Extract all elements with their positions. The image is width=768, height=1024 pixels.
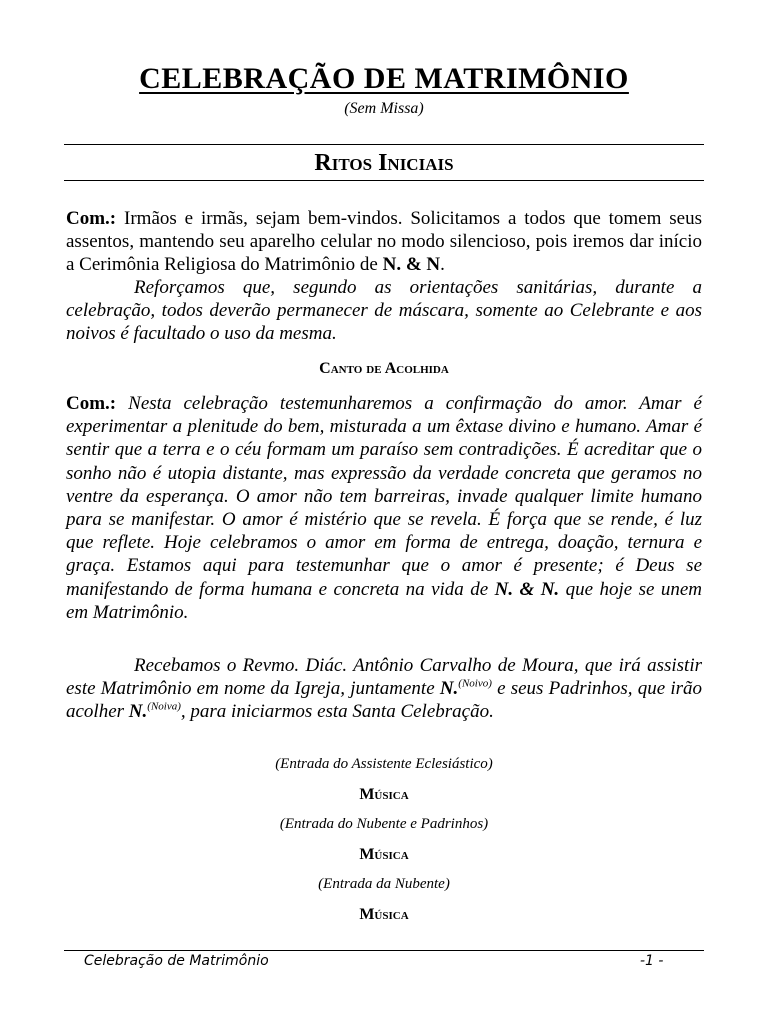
section-rule-bottom — [64, 180, 704, 181]
welcome-text: Irmãos e irmãs, sejam bem-vindos. Solicitamos a todos que tomem seus assentos, mantendo seu aparelho celular no modo silencioso, pois iremos dar início a Cerimônia Religiosa do Matrimônio de — [66, 208, 702, 276]
section-title: Ritos Iniciais — [314, 150, 454, 176]
document-title: CELEBRAÇÃO DE MATRIMÔNIO — [139, 62, 629, 95]
groom-name: N. — [439, 678, 459, 700]
music-heading: Música — [359, 786, 409, 803]
welcome-end: . — [440, 254, 445, 276]
couple-names: N. & N — [382, 254, 441, 276]
music-heading: Música — [359, 846, 409, 863]
speaker-label: Com.: — [66, 208, 117, 229]
reception-text-1: Recebamos o Revmo. Diác. Antônio Carvalho de Moura, que irá assistir este Matrimônio em nome da Igreja, juntamente — [66, 655, 702, 700]
footer-rule — [64, 950, 704, 951]
reception-paragraph — [66, 654, 702, 724]
reception-text-3: , para iniciarmos esta Santa Celebração. — [180, 701, 494, 723]
mask-notice-paragraph: Reforçamos que, segundo as orientações sanitárias, durante a celebração, todos deverão permanecer de máscara, somente ao Celebrante e aos noivos é facultado o uso da mesma. — [66, 277, 702, 345]
love-text: Nesta celebração testemunharemos a confirmação do amor. Amar é experimentar a plenitude do bem, misturada a um êxtase divino e humano. Amar é sentir que a terra e o céu formam um paraíso sem contradições. É acreditar que o sonho não é utopia distante, mas expressão da verdade concreta que geramos no ventre da esperança. O amor não tem barreiras, invade qualquer limite humano para se manifestar. O amor é mistério que se revela. É força que se rende, é luz que reflete. Hoje celebramos o amor em forma de entrega, doação, ternura e graça. Estamos aqui para testemunhar que o amor é presente; é Deus se manifestando de forma humana e concreta na vida de — [66, 393, 702, 600]
music-heading: Música — [359, 906, 409, 923]
song-heading-acolhida: Canto de Acolhida — [319, 360, 449, 377]
section-rule-top — [64, 144, 704, 145]
bride-name: N. — [128, 701, 148, 723]
speaker-label: Com.: — [66, 393, 117, 414]
groom-label: (Noivo) — [458, 677, 492, 690]
couple-names: N. & N. — [494, 578, 560, 600]
rubric-note: (Entrada da Nubente) — [318, 876, 450, 892]
reception-text-2: e seus Padrinhos, que irão acolher — [66, 678, 703, 723]
love-paragraph — [66, 392, 702, 624]
bride-label: (Noiva) — [147, 701, 181, 714]
document-subtitle: (Sem Missa) — [344, 100, 424, 117]
page-number: -1 - — [640, 953, 664, 969]
rubric-note: (Entrada do Assistente Eclesiástico) — [275, 756, 493, 772]
love-end: que hoje se unem em Matrimônio. — [66, 578, 702, 623]
welcome-paragraph — [66, 207, 702, 277]
footer-title: Celebração de Matrimônio — [84, 953, 269, 969]
rubric-note: (Entrada do Nubente e Padrinhos) — [279, 816, 489, 832]
